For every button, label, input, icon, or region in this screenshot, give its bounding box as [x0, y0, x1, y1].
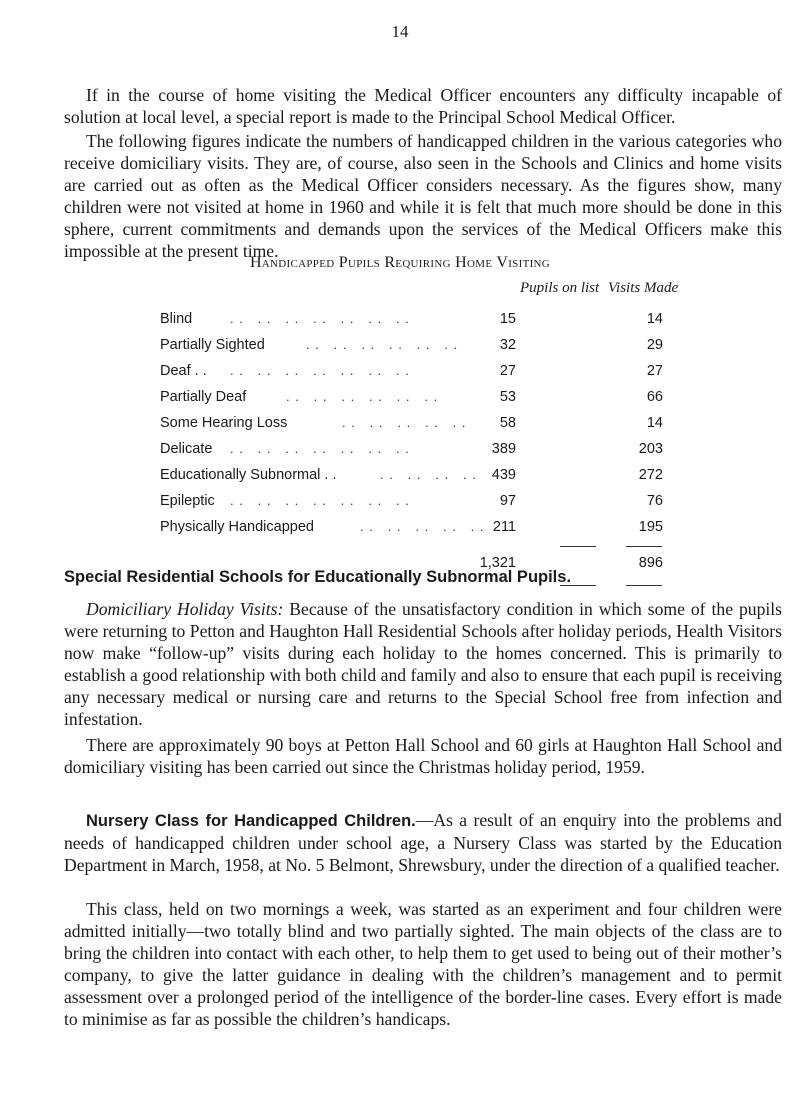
page-number: 14 — [391, 22, 409, 41]
row-label: Deaf . . — [160, 363, 207, 379]
column-header-visits: Visits Made — [608, 280, 679, 296]
section-heading-nursery: Nursery Class for Handicapped Children. — [86, 812, 416, 830]
visits-value: 195 — [638, 519, 663, 535]
table-row — [160, 389, 680, 411]
visits-value: 272 — [638, 467, 663, 483]
row-label: Partially Sighted — [160, 337, 265, 353]
table-row — [160, 441, 680, 463]
visits-value: 27 — [646, 363, 663, 379]
pupils-value: 439 — [491, 467, 516, 483]
table-row — [160, 363, 680, 385]
pupils-value: 27 — [499, 363, 516, 379]
table-title: Handicapped Pupils Requiring Home Visiting — [249, 254, 551, 271]
table-row — [160, 519, 680, 541]
leader-dots: . . . . . . . . . . . . . . — [230, 363, 410, 378]
leader-dots: . . . . . . . . . . . . . . — [230, 441, 410, 456]
visits-value: 14 — [646, 415, 663, 431]
nursery-class-text: —As a result of an enquiry into the problems and needs of handicapped children under school age, a Nursery Class was started by the Education Department in March, 1958, at No. 5 Belmont, Shrewsbury, under the direction of a qualified teacher. — [64, 810, 782, 875]
row-label: Partially Deaf — [160, 389, 247, 405]
row-label: Physically Handicapped — [160, 519, 314, 535]
leader-dots: . . . . . . . . . . . . — [306, 337, 459, 352]
table-row — [160, 337, 680, 359]
column-header-pupils: Pupils on list — [520, 280, 600, 296]
visits-value: 14 — [646, 311, 663, 327]
petton-haughton-paragraph: There are approximately 90 boys at Petton Hall School and 60 girls at Haughton Hall School and domiciliary visiting has been carried out since the Christmas holiday period, 1959. — [64, 735, 782, 777]
holiday-visits-paragraph — [64, 598, 782, 730]
section-heading-residential: Special Residential Schools for Educationally Subnormal Pupils. — [64, 568, 572, 586]
nursery-class-details-paragraph: This class, held on two mornings a week, was started as an experiment and four children were admitted initially—two totally blind and two partially sighted. The main objects of the class are to bring the children into contact with each other, to help them to get used to being out of their mother’s company, to give the latter guidance in dealing with the children’s management and to permit assessment over a prolonged period of the intelligence of the border-line cases. Every effort is made to minimise as far as possible the children’s handicaps. — [64, 899, 782, 1029]
nursery-class-paragraph — [64, 809, 782, 876]
total-pupils-value: 1,321 — [479, 555, 516, 571]
pupils-value: 32 — [499, 337, 516, 353]
total-rule-pupils — [560, 546, 596, 547]
pupils-value: 15 — [499, 311, 516, 327]
table-row — [160, 493, 680, 515]
table-row — [160, 415, 680, 437]
table-row — [160, 467, 680, 489]
pupils-value: 211 — [492, 519, 516, 535]
leader-dots: . . . . . . . . . . . . — [286, 389, 439, 404]
row-label: Educationally Subnormal . . — [160, 467, 337, 483]
pupils-value: 97 — [499, 493, 516, 509]
visits-value: 29 — [646, 337, 663, 353]
holiday-visits-text: Because of the unsatisfactory condition in which some of the pupils were returning to Petton and Haughton Hall Residential Schools after holiday periods, Health Visitors now make “follow-up” visits during each holiday to the homes concerned. This is primarily to establish a good relationship with both child and family and also to ensure that each pupil is receiving any necessary medical or nursing care and returns to the Special School free from infection and infestation. — [64, 599, 782, 729]
row-label: Blind — [160, 311, 193, 327]
table-row — [160, 311, 680, 333]
visits-value: 66 — [646, 389, 663, 405]
visits-value: 203 — [638, 441, 663, 457]
intro-paragraph: If in the course of home visiting the Medical Officer encounters any difficulty incapable of solution at local level, a special report is made to the Principal School Medical Officer. — [64, 85, 782, 127]
leader-dots: . . . . . . . . . . — [360, 519, 485, 534]
total-underline-visits — [626, 585, 662, 586]
total-rule-visits — [626, 546, 662, 547]
leader-dots: . . . . . . . . . . . . . . — [230, 493, 410, 508]
figures-paragraph: The following figures indicate the numbers of handicapped children in the various categories who receive domiciliary visits. They are, of course, also seen in the Schools and Clinics and home visits are carried out as often as the Medical Officer considers necessary. As the figures show, many children were not visited at home in 1960 and while it is felt that much more should be done in this sphere, current commitments and demands upon the services of the Medical Officers make this impossible at the present time. — [64, 131, 782, 261]
holiday-visits-lead-in: Domiciliary Holiday Visits: — [86, 599, 284, 619]
total-visits-value: 896 — [638, 555, 663, 571]
row-label: Delicate — [160, 441, 213, 457]
pupils-value: 58 — [499, 415, 516, 431]
leader-dots: . . . . . . . . — [380, 467, 477, 482]
leader-dots: . . . . . . . . . . . . . . — [230, 311, 410, 326]
pupils-value: 53 — [499, 389, 516, 405]
row-label: Epileptic — [160, 493, 215, 509]
visits-value: 76 — [646, 493, 663, 509]
pupils-value: 389 — [491, 441, 516, 457]
row-label: Some Hearing Loss — [160, 415, 288, 431]
leader-dots: . . . . . . . . . . — [342, 415, 467, 430]
